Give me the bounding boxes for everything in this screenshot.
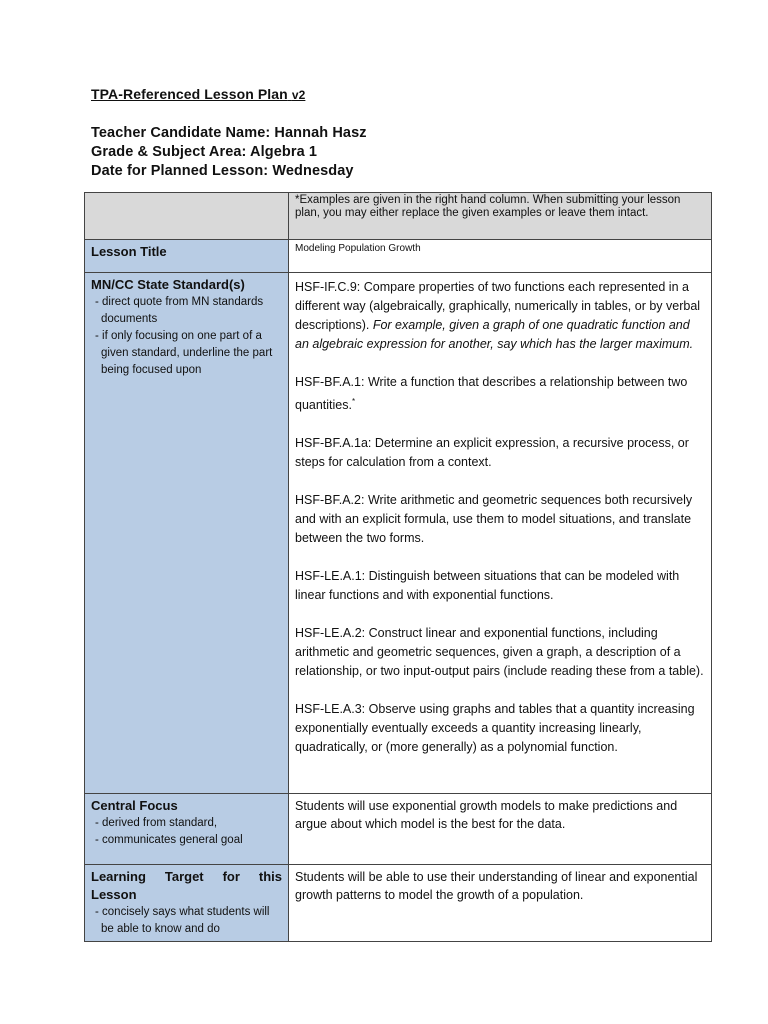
standard-item <box>295 373 705 415</box>
standard-code: HSF-BF.A.1a: <box>295 436 372 451</box>
standard-item <box>295 278 705 354</box>
central-focus-value: Students will use exponential growth models to make predictions and argue about which model is the best for the data. <box>295 799 678 831</box>
standard-text: Write a function that describes a relationship between two quantities. <box>295 375 688 413</box>
intro-note-cell <box>289 193 712 240</box>
standard-marker: * <box>351 397 356 406</box>
standard-code: HSF-IF.C.9: <box>295 280 361 294</box>
standards-guidance <box>91 294 282 379</box>
learning-target-value: Students will be able to use their understanding of linear and exponential growth patterns to model the growth of a population. <box>295 870 698 902</box>
standard-text: Determine an explicit expression, a recursive process, or steps for calculation from a context. <box>295 436 689 470</box>
learning-target-label: Learning Target for this Lesson <box>91 869 282 902</box>
standard-text: Observe using graphs and tables that a quantity increasing exponentially eventually exceeds a quantity increasing linearly, quadratically, or (more generally) as a polynomial function. <box>295 702 695 755</box>
standard-text: Compare properties of two functions each represented in a different way (algebraically, graphically, numerically in tables, or by verbal descriptions). <box>295 280 701 332</box>
standards-list-cell <box>289 273 712 794</box>
lesson-plan-table <box>84 192 712 942</box>
central-focus-guidance-item: - derived from standard, <box>95 817 218 829</box>
document-title <box>91 84 731 105</box>
intro-note: *Examples are given in the right hand column. When submitting your lesson plan, you may either replace the given examples or leave them intact. <box>295 194 681 219</box>
lesson-title-row <box>85 240 712 273</box>
intro-left-cell <box>85 193 289 240</box>
central-focus-label-cell <box>85 794 289 865</box>
document-title-text: TPA-Referenced Lesson Plan <box>91 86 288 102</box>
central-focus-value-cell <box>289 794 712 865</box>
document-header <box>91 84 731 181</box>
central-focus-guidance <box>91 815 282 849</box>
intro-row <box>85 193 712 240</box>
central-focus-guidance-item: - communicates general goal <box>95 834 243 846</box>
standards-guidance-item: - if only focusing on one part of a given standard, underline the part being focused upon <box>95 330 273 376</box>
learning-target-guidance <box>91 904 282 938</box>
central-focus-label: Central Focus <box>91 798 178 813</box>
learning-target-row <box>85 865 712 942</box>
standard-code: HSF-LE.A.1: <box>295 569 366 584</box>
lesson-title-value-cell <box>289 240 712 273</box>
standard-code: HSF-LE.A.2: <box>295 626 366 641</box>
central-focus-row <box>85 794 712 865</box>
standards-label-cell <box>85 273 289 794</box>
planned-lesson-date: Date for Planned Lesson: Wednesday <box>91 163 354 179</box>
standard-item <box>295 624 705 681</box>
standard-text: Construct linear and exponential functions, including arithmetic and geometric sequences, given a graph, a description of a relationship, or two input-output pairs (include reading these from a table). <box>295 626 704 679</box>
lesson-title-label-cell <box>85 240 289 273</box>
grade-subject-area: Grade & Subject Area: Algebra 1 <box>91 144 318 160</box>
standard-code: HSF-BF.A.2: <box>295 493 365 508</box>
standard-item <box>295 491 705 548</box>
standard-item <box>295 434 705 472</box>
standard-example: For example, given a graph of one quadratic function and an algebraic expression for another, say which has the larger maximum. <box>295 318 694 351</box>
standard-code: HSF-BF.A.1: <box>295 375 365 389</box>
learning-target-value-cell <box>289 865 712 942</box>
standard-item <box>295 567 705 605</box>
learning-target-label-cell <box>85 865 289 942</box>
standard-text: Write arithmetic and geometric sequences both recursively and with an explicit formula, use them to model situations, and translate between the two forms. <box>295 493 693 546</box>
teacher-candidate-name: Teacher Candidate Name: Hannah Hasz <box>91 125 367 141</box>
document-version: v2 <box>291 88 306 102</box>
standard-item <box>295 700 705 757</box>
standard-text: Distinguish between situations that can be modeled with linear functions and with exponential functions. <box>295 569 680 603</box>
learning-target-guidance-item: - concisely says what students will be able to know and do <box>95 906 270 935</box>
standards-guidance-item: - direct quote from MN standards documents <box>95 296 264 325</box>
standard-code: HSF-LE.A.3: <box>295 702 366 717</box>
standards-row <box>85 273 712 794</box>
lesson-title-value: Modeling Population Growth <box>295 243 421 254</box>
standards-label: MN/CC State Standard(s) <box>91 277 245 292</box>
lesson-title-label: Lesson Title <box>91 244 167 259</box>
